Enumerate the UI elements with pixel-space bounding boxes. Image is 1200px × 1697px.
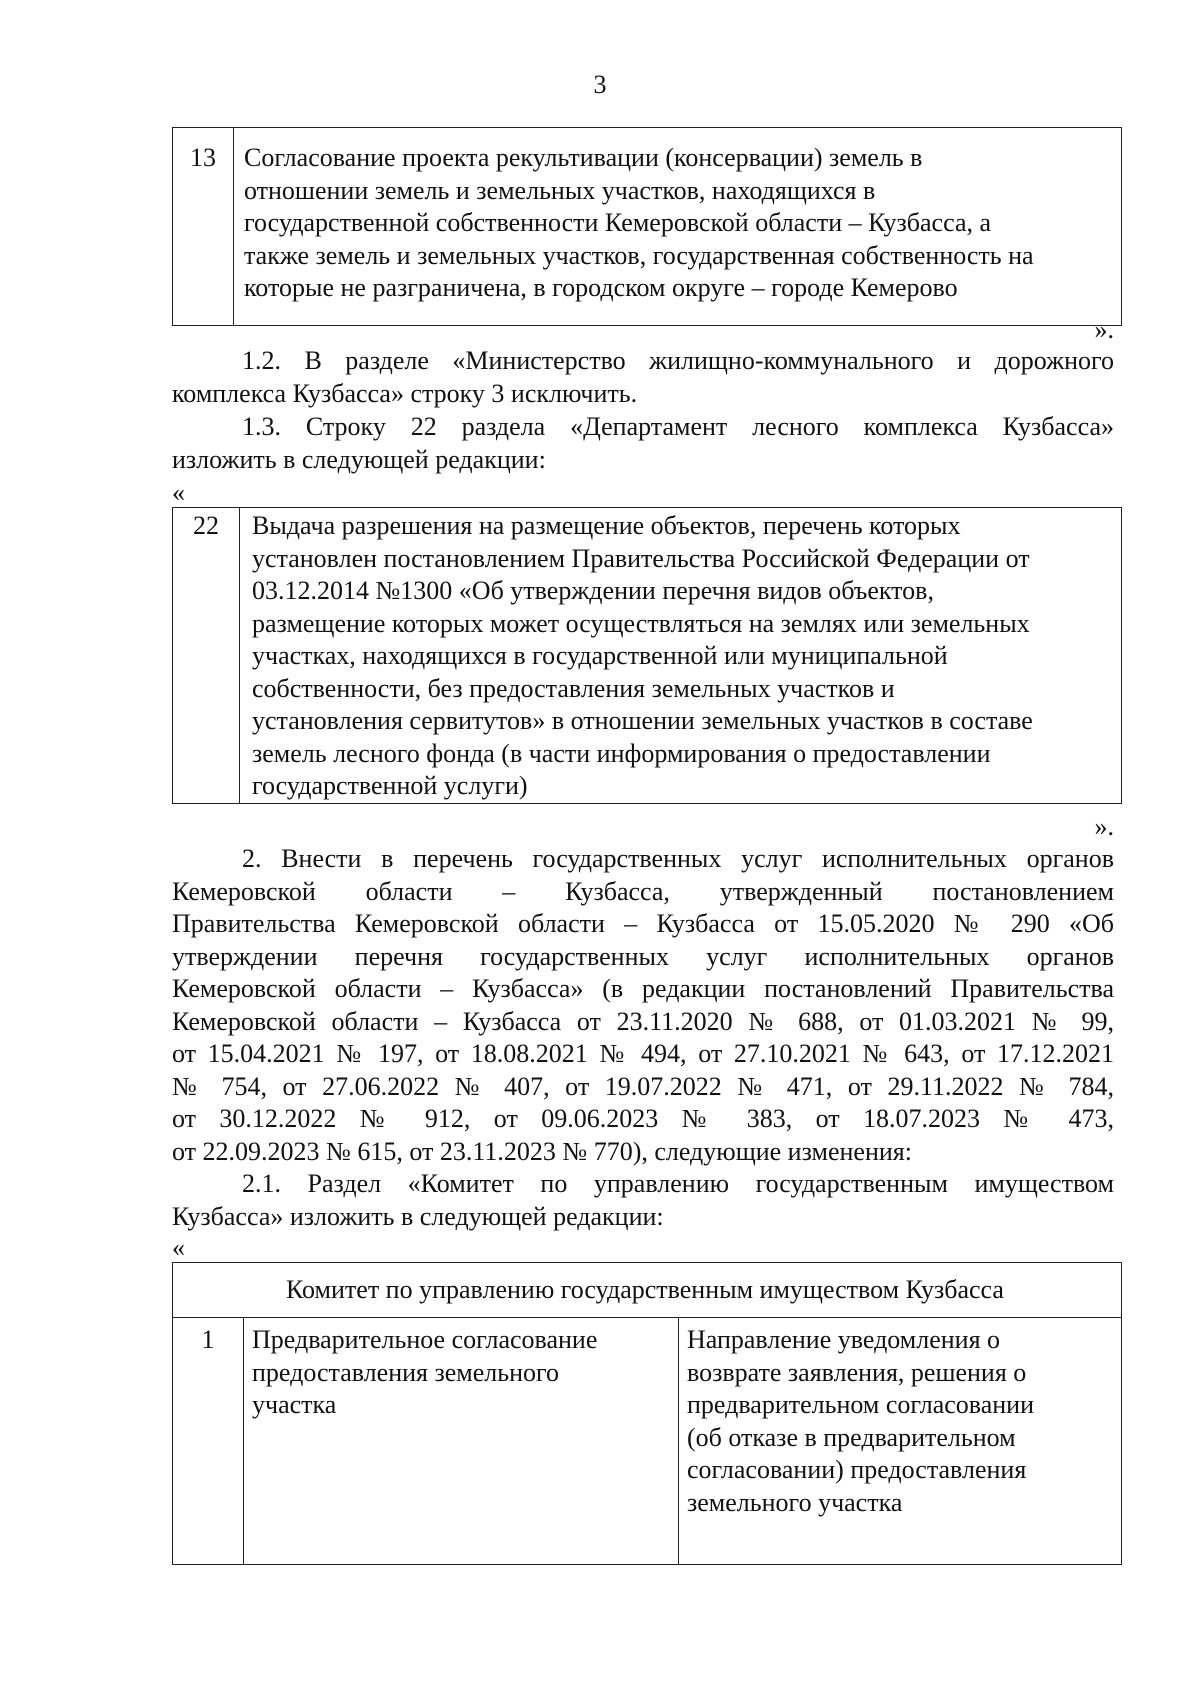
text-line: № 754, от 27.06.2022 № 407, от 19.07.2022 № 471, от 29.11.2022 № 784, [172, 1071, 1114, 1101]
opening-quote: « [172, 478, 185, 507]
text-line: участках, находящихся в государственной или муниципальной [252, 641, 948, 670]
text-line: утверждении перечня государственных услуг исполнительных органов [172, 941, 1114, 971]
text-line: Предварительное согласование [252, 1325, 598, 1354]
text-line: Выдача разрешения на размещение объектов, перечень которых [252, 511, 961, 540]
text-line: согласовании) предоставления [687, 1455, 1027, 1484]
table-row-22 [172, 507, 1122, 804]
text-line: земель лесного фонда (в части информирования о предоставлении [252, 738, 991, 768]
text-line: Кемеровской области – Кузбасса» (в редакции постановлений Правительства [172, 974, 1114, 1003]
text-line: отношении земель и земельных участков, находящихся в [244, 175, 876, 205]
paragraph-1-2 [172, 345, 1114, 410]
service-name-cell [244, 1318, 679, 1565]
table-row-13 [172, 127, 1122, 326]
text-line: 1.2. В разделе «Министерство жилищно-коммунального и дорожного [242, 346, 1114, 375]
text-line: от 15.04.2021 № 197, от 18.08.2021 № 494, от 27.10.2021 № 643, от 17.12.2021 [172, 1039, 1114, 1068]
text-line: 2. Внести в перечень государственных услуг исполнительных органов [242, 844, 1114, 873]
text-line: (об отказе в предварительном [687, 1422, 1016, 1452]
text-line: 1.3. Строку 22 раздела «Департамент лесного комплекса Кузбасса» [242, 412, 1114, 441]
text-line: которые не разграничена, в городском округе – городе Кемерово [244, 273, 958, 302]
text-line: от 30.12.2022 № 912, от 09.06.2023 № 383, от 18.07.2023 № 473, [172, 1104, 1114, 1133]
text-line: предварительном согласовании [687, 1390, 1034, 1419]
row-text [240, 508, 1122, 804]
committee-table [172, 1262, 1122, 1565]
text-line: от 22.09.2023 № 615, от 23.11.2023 № 770), следующие изменения: [172, 1136, 912, 1166]
text-line: земельного участка [687, 1487, 903, 1517]
text-line: установления сервитутов» в отношении земельных участков в составе [252, 706, 1033, 735]
text-line: установлен постановлением Правительства Российской Федерации от [252, 543, 1030, 573]
paragraph-2 [172, 843, 1114, 1168]
row-number: 22 [173, 508, 240, 804]
closing-quote: ». [1094, 812, 1114, 841]
text-line: предоставления земельного [252, 1357, 560, 1387]
text-line: государственной собственности Кемеровской области – Кузбасса, а [244, 208, 992, 237]
text-line: участка [252, 1390, 337, 1419]
text-line: Направление уведомления о [687, 1325, 1001, 1354]
text-line: также земель и земельных участков, государственная собственность на [244, 240, 1034, 270]
text-line: 03.12.2014 №1300 «Об утверждении перечня видов объектов, [252, 576, 934, 605]
opening-quote: « [172, 1233, 185, 1262]
text-line: Кузбасса» изложить в следующей редакции: [172, 1201, 664, 1231]
text-line: 2.1. Раздел «Комитет по управлению государственным имуществом [242, 1169, 1114, 1198]
row-text [234, 128, 1122, 326]
text-line: Кемеровской области – Кузбасса, утвержденный постановлением [172, 876, 1114, 906]
text-line: собственности, без предоставления земельных участков и [252, 673, 895, 703]
text-line: комплекса Кузбасса» строку 3 исключить. [172, 378, 638, 408]
table-header: Комитет по управлению государственным имуществом Кузбасса [173, 1263, 1122, 1318]
text-line: размещение которых может осуществляться на землях или земельных [252, 608, 1030, 638]
text-line: Правительства Кемеровской области – Кузбасса от 15.05.2020 № 290 «Об [172, 909, 1114, 938]
closing-quote: ». [1094, 315, 1114, 344]
paragraph-2-1 [172, 1168, 1114, 1233]
text-line: Кемеровской области – Кузбасса от 23.11.2020 № 688, от 01.03.2021 № 99, [172, 1006, 1114, 1036]
service-result-cell [679, 1318, 1122, 1565]
text-line: Согласование проекта рекультивации (консервации) земель в [244, 143, 923, 172]
row-number: 13 [173, 128, 234, 326]
text-line: возврате заявления, решения о [687, 1357, 1027, 1387]
text-line: государственной услуги) [252, 771, 528, 800]
page-number: 3 [593, 70, 607, 99]
row-number: 1 [173, 1318, 244, 1565]
paragraph-1-3 [172, 411, 1114, 476]
text-line: изложить в следующей редакции: [172, 444, 546, 474]
